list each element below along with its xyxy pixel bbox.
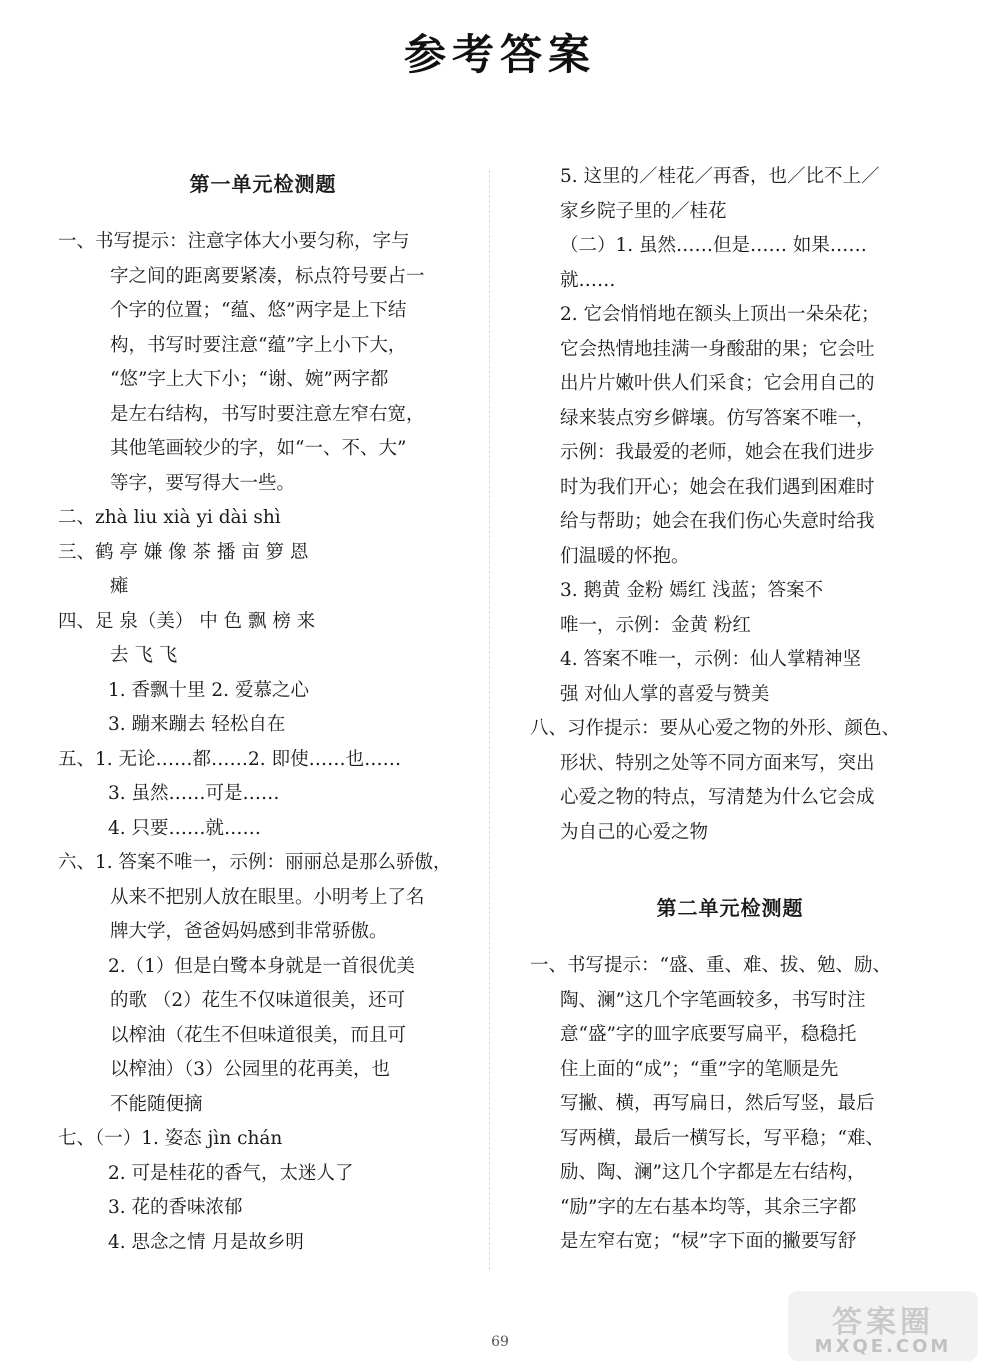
answer-line: 它会热情地挂满一身酸甜的果；它会吐 [560,338,875,360]
section-title-unit-2: 第二单元检测题 [656,896,804,920]
answer-line: 给与帮助；她会在我们伤心失意时给我 [560,511,875,532]
answer-line: 住上面的“成”；“重”字的笔顺是先 [560,1058,839,1080]
answer-line: 不能随便摘 [110,1093,203,1115]
answer-line: 1. 香飘十里 2. 爱慕之心 [108,679,309,701]
answer-line: 一、书写提示：“盛、重、难、拔、勉、励、 [530,955,891,976]
answer-line: 的歌 （2）花生不仅味道很美，还可 [110,990,406,1011]
left-column [58,160,468,1260]
right-answer-lines-bottom [530,949,930,1260]
answer-line: 陶、澜”这几个字笔画较多，书写时注 [560,989,866,1011]
answer-line: 六、1. 答案不唯一，示例：丽丽总是那么骄傲， [58,852,452,873]
answer-line: 就…… [560,269,616,291]
answer-line: 为自己的心爱之物 [560,821,709,843]
answer-line: 3. 花的香味浓郁 [108,1197,243,1218]
column-divider [489,170,490,1270]
answer-line: 是左右结构，书写时要注意左窄右宽， [110,403,425,425]
answer-line: 3. 鹅黄 金粉 嫣红 浅蓝；答案不 [560,580,824,601]
answer-line: 2. 可是桂花的香气，太迷人了 [108,1162,354,1184]
watermark-logo [788,1291,978,1361]
answer-line: 去 飞 飞 [110,645,178,666]
answer-line: 心爱之物的特点，写清楚为什么它会成 [560,787,875,808]
answer-line: 2.（1）但是白鹭本身就是一首很优美 [108,955,415,977]
answer-line: 牌大学，爸爸妈妈感到非常骄傲。 [110,921,388,942]
right-column [530,160,930,1260]
section-title-unit-1: 第一单元检测题 [189,172,337,196]
answer-line: 其他笔画较少的字，如“一、不、大” [110,438,407,459]
answer-line: 们温暖的怀抱。 [560,545,690,567]
answer-line: 时为我们开心；她会在我们遇到困难时 [560,476,875,498]
answer-line: 4. 只要……就…… [108,817,262,839]
answer-line: 以榨油（花生不但味道很美，而且可 [110,1024,407,1046]
answer-line: 3. 虽然……可是…… [108,783,280,804]
answer-line: 个字的位置；“蕴、悠”两字是上下结 [110,300,407,321]
answer-line: 强 对仙人掌的喜爱与赞美 [560,683,770,705]
answer-line: 七、（一）1. 姿态 jìn chán [58,1128,283,1149]
answer-line: 三、鹤 亭 嫌 像 茶 播 亩 箩 恩 [58,541,309,563]
answer-line: 五、1. 无论……都……2. 即使……也…… [58,748,402,770]
page-title: 参考答案 [403,30,596,79]
answer-line: 出片片嫩叶供人们采食；它会用自己的 [560,373,875,394]
answer-line: 字之间的距离要紧凑，标点符号要占一 [110,265,425,287]
answer-line: 写撇、横，再写扁日，然后写竖，最后 [560,1093,875,1114]
answer-line: （二）1. 虽然……但是…… 如果…… [560,235,867,256]
answer-line: 2. 它会悄悄地在额头上顶出一朵朵花； [560,304,880,325]
answer-line: 唯一，示例：金黄 粉红 [560,614,751,636]
answer-line: 励、陶、澜”这几个字都是左右结构， [560,1162,866,1183]
answer-line: 八、习作提示：要从心爱之物的外形、颜色、 [530,718,901,739]
left-answer-lines [58,225,468,1260]
right-answer-lines-top [530,160,930,850]
answer-line: 示例：我最爱的老师，她会在我们进步 [560,442,875,463]
answer-line: 以榨油）（3）公园里的花再美，也 [110,1059,391,1080]
watermark-bottom-text: MXQE.COM [814,1336,952,1357]
answer-line: 写两横，最后一横写长，写平稳；“难、 [560,1127,884,1149]
page-number: 69 [491,1334,509,1350]
answer-line: 一、书写提示：注意字体大小要匀称，字与 [58,231,410,252]
answer-line: 4. 答案不唯一，示例：仙人掌精神坚 [560,649,862,670]
answer-line: 是左窄右宽；“棂”字下面的撇要写舒 [560,1231,857,1252]
answer-line: “励”字的左右基本均等，其余三字都 [560,1196,857,1218]
answer-line: 二、zhà liu xià yi dài shì [58,507,281,528]
answer-line: 4. 思念之情 月是故乡明 [108,1231,304,1253]
answer-line: 3. 蹦来蹦去 轻松自在 [108,714,286,735]
answer-line: 绿来装点穷乡僻壤。仿写答案不唯一， [560,407,875,429]
watermark-top-text: 答案圈 [832,1305,934,1340]
answer-line: 意“盛”字的皿字底要写扁平，稳稳托 [560,1024,857,1045]
answer-line: 5. 这里的／桂花／再香，也／比不上／ [560,166,880,187]
answer-line: 等字，要写得大一些。 [110,472,296,494]
answer-line: 四、足 泉（美） 中 色 飘 榜 来 [58,610,316,632]
answer-line: 家乡院子里的／桂花 [560,200,727,222]
answer-line: “悠”字上大下小；“谢、婉”两字都 [110,369,389,390]
answer-line: 瘫 [110,576,129,597]
section-spacer [530,850,930,884]
answer-line: 形状、特别之处等不同方面来写，突出 [560,752,875,774]
answer-line: 构，书写时要注意“蕴”字上小下大， [110,334,407,356]
answer-line: 从来不把别人放在眼里。小明考上了名 [110,886,425,908]
